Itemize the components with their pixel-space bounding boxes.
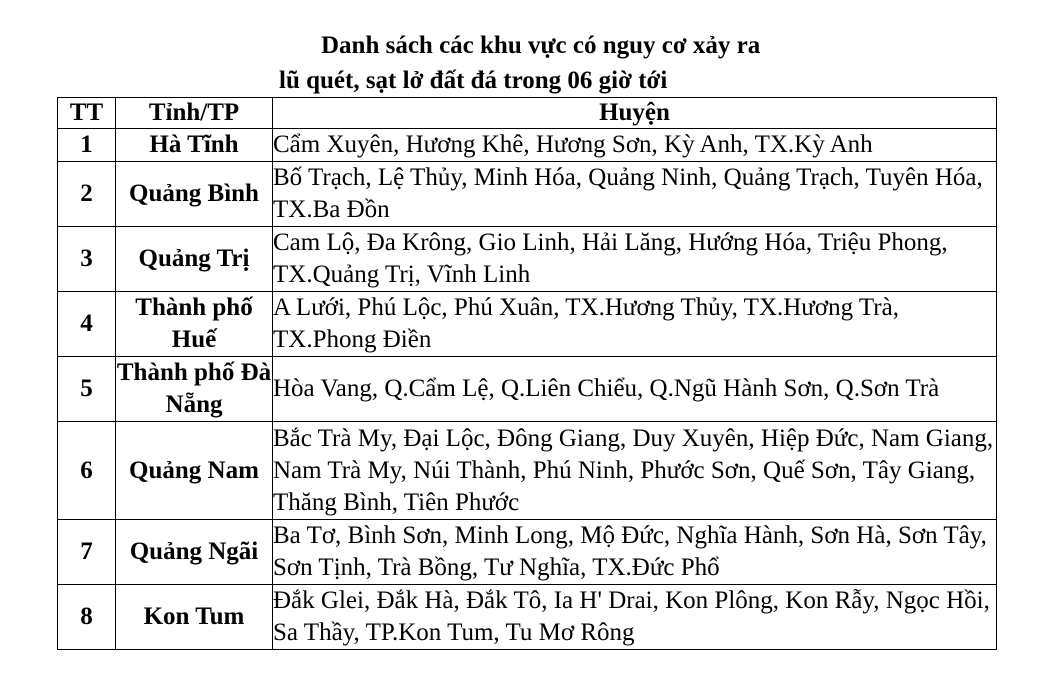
district-list: Ba Tơ, Bình Sơn, Minh Long, Mộ Đức, Nghĩa Hành, Sơn Hà, Sơn Tây, Sơn Tịnh, Trà Bồng, Tư Nghĩa, TX.Đức Phổ: [273, 520, 997, 585]
table-row: [58, 227, 997, 292]
district-list: A Lưới, Phú Lộc, Phú Xuân, TX.Hương Thủy, TX.Hương Trà, TX.Phong Điền: [273, 292, 997, 357]
province-name: Quảng Trị: [116, 227, 273, 292]
row-number: 4: [58, 292, 116, 357]
province-name: Thành phố Huế: [116, 292, 273, 357]
header-district: Huyện: [273, 98, 997, 129]
province-name: Quảng Bình: [116, 162, 273, 227]
table-row: [58, 129, 997, 162]
table-row: [58, 162, 997, 227]
table-row: [58, 357, 997, 422]
district-list: Cẩm Xuyên, Hương Khê, Hương Sơn, Kỳ Anh, TX.Kỳ Anh: [273, 129, 997, 162]
header-tt: TT: [58, 98, 116, 129]
document-title-line-1: Danh sách các khu vực có nguy cơ xảy ra: [321, 32, 761, 59]
table-row: [58, 520, 997, 585]
row-number: 7: [58, 520, 116, 585]
row-number: 3: [58, 227, 116, 292]
district-list: Cam Lộ, Đa Krông, Gio Linh, Hải Lăng, Hướng Hóa, Triệu Phong, TX.Quảng Trị, Vĩnh Linh: [273, 227, 997, 292]
district-list: Hòa Vang, Q.Cẩm Lệ, Q.Liên Chiểu, Q.Ngũ Hành Sơn, Q.Sơn Trà: [273, 357, 997, 422]
province-name: Quảng Nam: [116, 422, 273, 520]
row-number: 8: [58, 585, 116, 650]
document-title-line-2: lũ quét, sạt lở đất đá trong 06 giờ tới: [279, 67, 668, 94]
district-list: Bố Trạch, Lệ Thủy, Minh Hóa, Quảng Ninh, Quảng Trạch, Tuyên Hóa, TX.Ba Đồn: [273, 162, 997, 227]
header-province: Tỉnh/TP: [116, 98, 273, 129]
province-name: Hà Tĩnh: [116, 129, 273, 162]
district-list: Bắc Trà My, Đại Lộc, Đông Giang, Duy Xuyên, Hiệp Đức, Nam Giang, Nam Trà My, Núi Thành, Phú Ninh, Phước Sơn, Quế Sơn, Tây Giang, Thăng Bình, Tiên Phước: [273, 422, 997, 520]
row-number: 2: [58, 162, 116, 227]
risk-area-table: [57, 97, 997, 650]
table-row: [58, 585, 997, 650]
province-name: Kon Tum: [116, 585, 273, 650]
row-number: 5: [58, 357, 116, 422]
row-number: 1: [58, 129, 116, 162]
province-name: Quảng Ngãi: [116, 520, 273, 585]
table-header-row: [58, 98, 997, 129]
province-name: Thành phố Đà Nẵng: [116, 357, 273, 422]
row-number: 6: [58, 422, 116, 520]
table-row: [58, 422, 997, 520]
district-list: Đắk Glei, Đắk Hà, Đắk Tô, Ia H' Drai, Kon Plông, Kon Rẫy, Ngọc Hồi, Sa Thầy, TP.Kon Tum, Tu Mơ Rông: [273, 585, 997, 650]
table-row: [58, 292, 997, 357]
